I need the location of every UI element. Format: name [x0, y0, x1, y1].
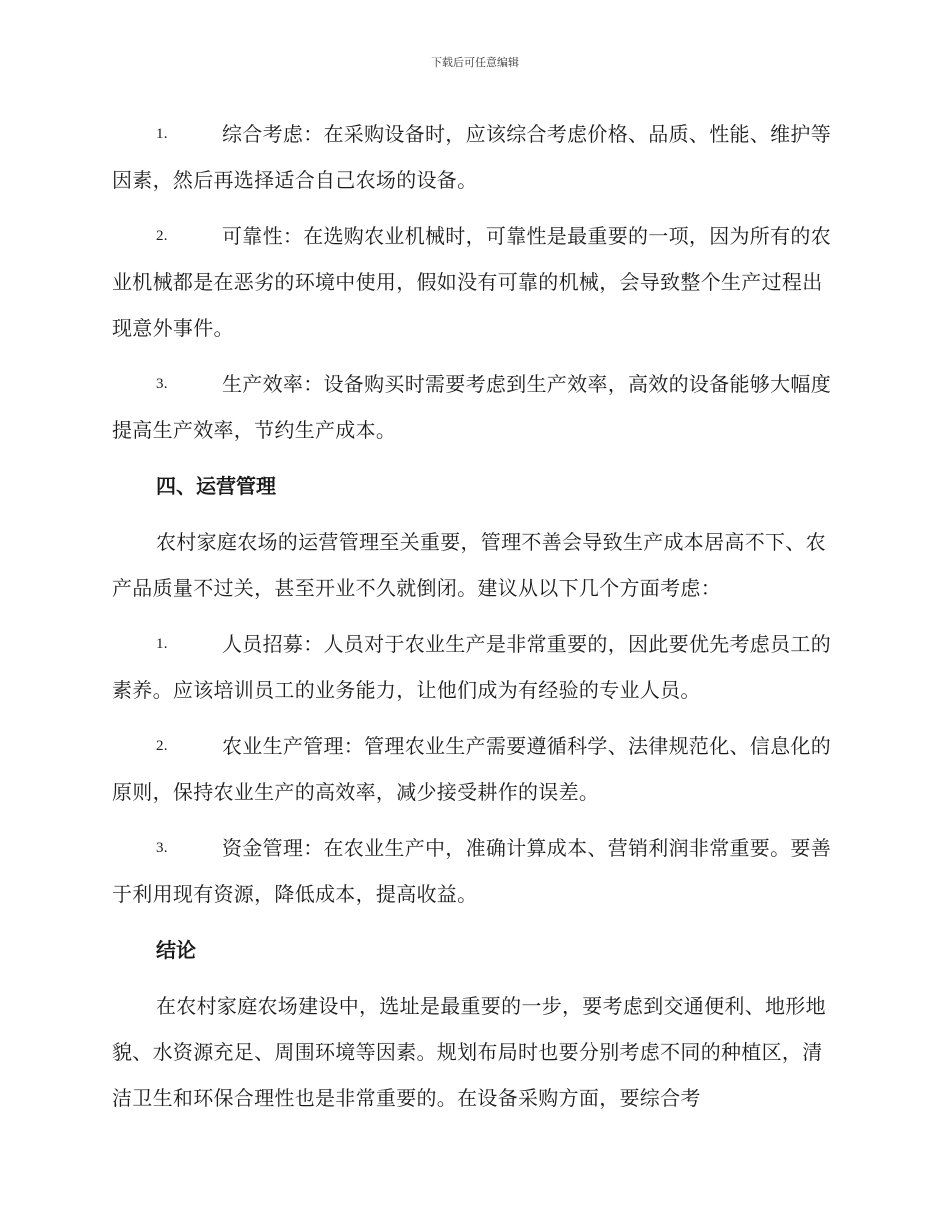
section-heading-operations: 四、运营管理	[156, 474, 276, 498]
list-item-number: 2.	[156, 738, 168, 754]
list-item	[112, 723, 836, 815]
conclusion-paragraph: 在农村家庭农场建设中，选址是最重要的一步，要考虑到交通便利、地形地貌、水资源充足、周围环境等因素。规划布局时也要分别考虑不同的种植区，清洁卫生和环保合理性也是非常重要的。在设备采购方面，要综合考	[112, 994, 826, 1110]
document-body	[112, 111, 836, 1131]
list-item-number: 1.	[156, 636, 168, 652]
list-item-number: 1.	[156, 126, 168, 142]
list-item-number: 3.	[156, 376, 168, 392]
section-heading-conclusion: 结论	[156, 938, 196, 962]
list-item-text: 综合考虑：在采购设备时，应该综合考虑价格、品质、性能、维护等因素，然后再选择适合自己农场的设备。	[112, 122, 831, 192]
list-item	[112, 213, 836, 351]
page-header-note: 下载后可任意编辑	[431, 56, 519, 69]
list-item-number: 2.	[156, 228, 168, 244]
list-item-text: 农业生产管理：管理农业生产需要遵循科学、法律规范化、信息化的原则，保持农业生产的高效率，减少接受耕作的误差。	[112, 734, 831, 804]
list-item	[112, 825, 836, 917]
operations-intro-paragraph: 农村家庭农场的运营管理至关重要，管理不善会导致生产成本居高不下、农产品质量不过关，甚至开业不久就倒闭。建议从以下几个方面考虑：	[112, 530, 826, 600]
list-item-text: 生产效率：设备购买时需要考虑到生产效率，高效的设备能够大幅度提高生产效率，节约生产成本。	[112, 372, 831, 442]
list-item	[112, 361, 836, 453]
list-item-text: 可靠性：在选购农业机械时，可靠性是最重要的一项，因为所有的农业机械都是在恶劣的环境中使用，假如没有可靠的机械，会导致整个生产过程出现意外事件。	[112, 224, 831, 340]
list-item-text: 人员招募：人员对于农业生产是非常重要的，因此要优先考虑员工的素养。应该培训员工的业务能力，让他们成为有经验的专业人员。	[112, 632, 831, 702]
list-item-number: 3.	[156, 840, 168, 856]
list-item	[112, 111, 836, 203]
list-item	[112, 621, 836, 713]
list-item-text: 资金管理：在农业生产中，准确计算成本、营销利润非常重要。要善于利用现有资源，降低成本，提高收益。	[112, 836, 831, 906]
